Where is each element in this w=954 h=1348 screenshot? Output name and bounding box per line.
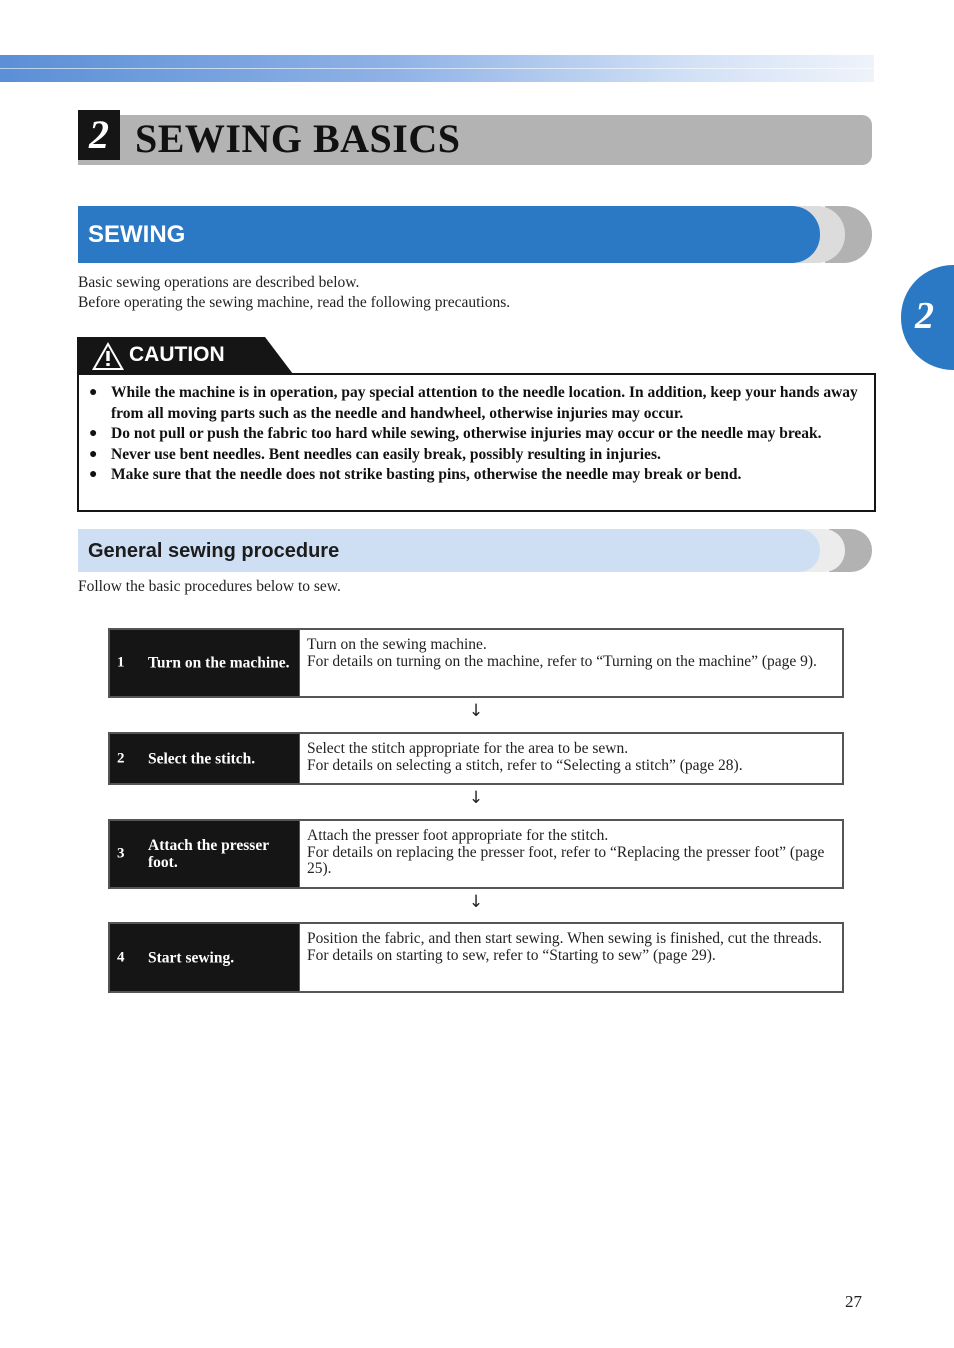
step-row [108, 922, 844, 993]
step-label-cell [110, 734, 300, 783]
step-description-line: Turn on the sewing machine. [307, 636, 487, 653]
step-description-line: For details on starting to sew, refer to “Starting to sew” (page 29). [307, 946, 716, 964]
intro-line-1: Basic sewing operations are described below. [78, 274, 360, 291]
step-row [108, 819, 844, 889]
chapter-side-tab [901, 265, 954, 370]
chapter-title: SEWING BASICS [135, 116, 461, 161]
step-title: Attach the presser foot. [148, 837, 269, 871]
section-header-bar [78, 206, 820, 263]
step-row [108, 628, 844, 698]
bullet-icon: ● [89, 467, 98, 482]
step-title: Select the stitch. [148, 750, 256, 767]
step-number: 4 [117, 949, 125, 965]
caution-item [89, 465, 864, 486]
down-arrow-icon: ↓ [468, 788, 484, 808]
step-label-cell [110, 630, 300, 696]
bullet-icon: ● [89, 385, 98, 400]
caution-item [89, 445, 864, 466]
subsection-intro: Follow the basic procedures below to sew. [78, 578, 341, 595]
side-tab-number: 2 [915, 295, 934, 337]
chapter-number: 2 [78, 110, 120, 160]
section-title: SEWING [88, 221, 186, 248]
step-title: Start sewing. [148, 949, 235, 966]
step-description-line: Position the fabric, and then start sewing. When sewing is finished, cut the threads. [307, 930, 822, 947]
step-label-cell [110, 821, 300, 887]
step-description [300, 734, 842, 783]
warning-triangle-icon [91, 341, 125, 371]
step-description-line: Attach the presser foot appropriate for the stitch. [307, 827, 609, 844]
step-number: 2 [117, 750, 125, 766]
step-title: Turn on the machine. [148, 654, 290, 672]
caution-item-text: Do not pull or push the fabric too hard while sewing, otherwise injuries may occur or the needle may break. [111, 425, 822, 442]
caution-list [79, 375, 874, 486]
step-row [108, 732, 844, 785]
caution-item-text: Never use bent needles. Bent needles can easily break, possibly resulting in injuries. [111, 445, 661, 463]
page-number: 27 [845, 1292, 862, 1311]
step-description [300, 924, 842, 991]
step-description-line: For details on turning on the machine, refer to “Turning on the machine” (page 9). [307, 652, 817, 670]
step-label-cell [110, 924, 300, 991]
caution-item-text: Make sure that the needle does not strike basting pins, otherwise the needle may break or bend. [111, 466, 742, 483]
caution-box [77, 373, 876, 512]
down-arrow-icon: ↓ [468, 701, 484, 721]
step-number: 1 [117, 654, 125, 671]
step-number: 3 [117, 845, 125, 862]
caution-item-text: While the machine is in operation, pay special attention to the needle location. In addition, keep your hands away from all moving parts such as the needle and handwheel, otherwise injuries may occur. [111, 384, 858, 422]
step-description [300, 821, 842, 887]
step-description-line: For details on replacing the presser foot, refer to “Replacing the presser foot” (page 25). [307, 843, 825, 877]
caution-item [89, 383, 864, 424]
intro-line-2: Before operating the sewing machine, read the following precautions. [78, 294, 511, 311]
step-description-line: For details on selecting a stitch, refer to “Selecting a stitch” (page 28). [307, 756, 743, 774]
step-description-line: Select the stitch appropriate for the area to be sewn. [307, 740, 629, 757]
bullet-icon: ● [89, 446, 98, 462]
caution-label: CAUTION [129, 343, 225, 366]
header-gradient-band [0, 55, 874, 82]
intro-text [78, 273, 510, 313]
down-arrow-icon: ↓ [468, 892, 484, 912]
step-description [300, 630, 842, 696]
bullet-icon: ● [89, 426, 98, 441]
caution-item [89, 424, 864, 445]
subsection-title: General sewing procedure [88, 540, 340, 562]
